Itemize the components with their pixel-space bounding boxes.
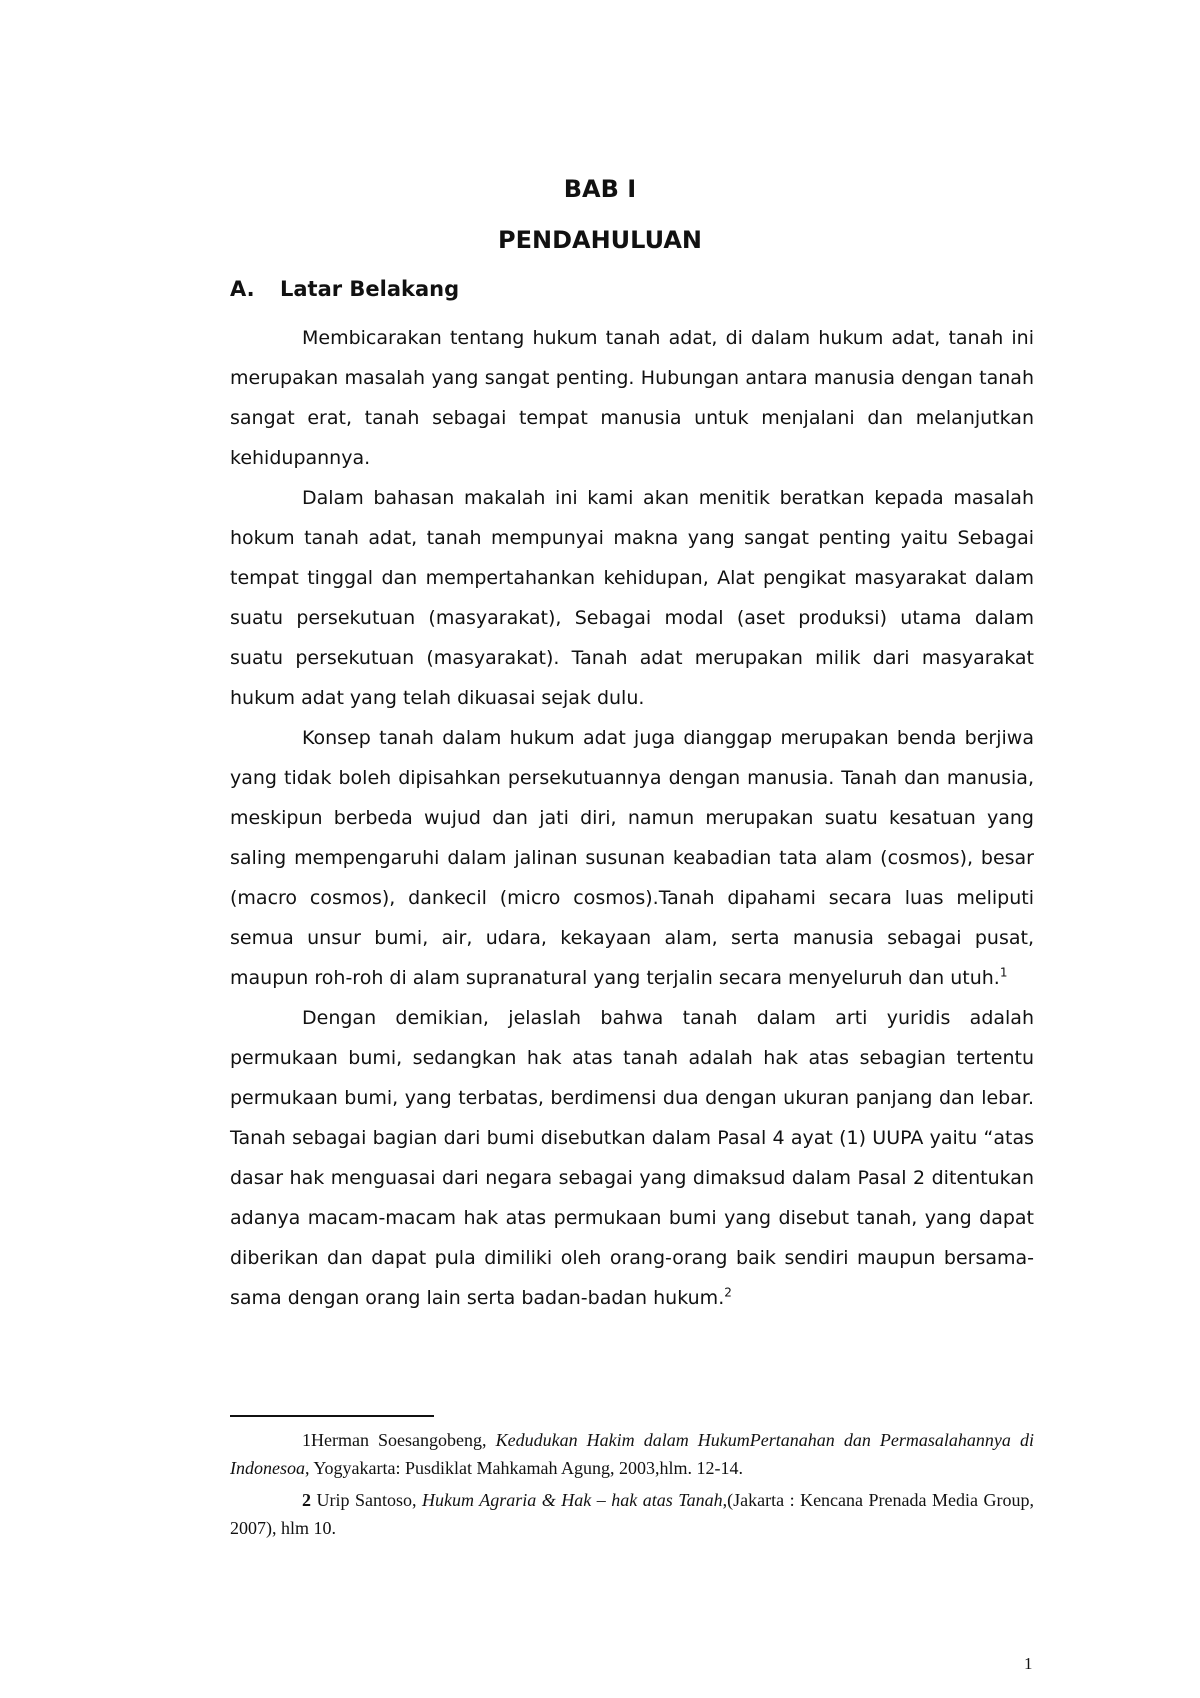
- footnote-ref[interactable]: 1: [999, 965, 1008, 980]
- paragraph: [230, 998, 1034, 1318]
- footnote-number: 1: [302, 1430, 311, 1450]
- footnote-rest: ,(Jakarta : Kencana Prenada Media Group, 2007), hlm 10.: [230, 1490, 1034, 1538]
- paragraph-text: Konsep tanah dalam hukum adat juga dianggap merupakan benda berjiwa yang tidak boleh dipisahkan persekutuannya dengan manusia. Tanah dan manusia, meskipun berbeda wujud dan jati diri, namun merupakan suatu kesatuan yang saling mempengaruhi dalam jalinan susunan keabadian tata alam (cosmos), besar (macro cosmos), dankecil (micro cosmos).Tanah dipahami secara luas meliputi semua unsur bumi, air, udara, kekayaan alam, serta manusia sebagai pusat, maupun roh-roh di alam supranatural yang terjalin secara menyeluruh dan utuh.: [230, 727, 1034, 989]
- footnote-separator: [230, 1415, 434, 1417]
- chapter-title: PENDAHULUAN: [498, 226, 702, 254]
- paragraph: [230, 718, 1034, 998]
- paragraph: Membicarakan tentang hukum tanah adat, di dalam hukum adat, tanah ini merupakan masalah yang sangat penting. Hubungan antara manusia dengan tanah sangat erat, tanah sebagai tempat manusia untuk menjalani dan melanjutkan kehidupannya.: [230, 327, 1034, 469]
- footnote-rest: , Yogyakarta: Pusdiklat Mahkamah Agung, 2003,hlm. 12-14.: [305, 1458, 743, 1478]
- page-number: 1: [1024, 1654, 1033, 1673]
- footnote-author: Urip Santoso,: [311, 1490, 417, 1510]
- section-title: Latar Belakang: [280, 277, 460, 301]
- footnote: [230, 1486, 1034, 1542]
- footnotes: [230, 1426, 1034, 1542]
- footnote-number: 2: [302, 1490, 311, 1510]
- footnote-title: Hukum Agraria & Hak – hak atas Tanah: [422, 1490, 723, 1510]
- footnote: [230, 1426, 1034, 1482]
- footnote-title: Kedudukan Hakim dalam HukumPertanahan dan Permasalahannya di Indonesoa: [230, 1430, 1034, 1478]
- body-text: [230, 318, 1034, 1318]
- chapter-number: BAB I: [563, 175, 637, 203]
- footnote-author: Herman Soesangobeng,: [311, 1430, 487, 1450]
- paragraph-text: Dengan demikian, jelaslah bahwa tanah dalam arti yuridis adalah permukaan bumi, sedangkan hak atas tanah adalah hak atas sebagian tertentu permukaan bumi, yang terbatas, berdimensi dua dengan ukuran panjang dan lebar. Tanah sebagai bagian dari bumi disebutkan dalam Pasal 4 ayat (1) UUPA yaitu “atas dasar hak menguasai dari negara sebagai yang dimaksud dalam Pasal 2 ditentukan adanya macam-macam hak atas permukaan bumi yang disebut tanah, yang dapat diberikan dan dapat pula dimiliki oleh orang-orang baik sendiri maupun bersama-sama dengan orang lain serta badan-badan hukum.: [230, 1007, 1034, 1309]
- section-heading: [230, 277, 459, 301]
- footnote-ref[interactable]: 2: [724, 1285, 732, 1300]
- paragraph: Dalam bahasan makalah ini kami akan menitik beratkan kepada masalah hokum tanah adat, tanah mempunyai makna yang sangat penting yaitu Sebagai tempat tinggal dan mempertahankan kehidupan, Alat pengikat masyarakat dalam suatu persekutuan (masyarakat), Sebagai modal (aset produksi) utama dalam suatu persekutuan (masyarakat). Tanah adat merupakan milik dari masyarakat hukum adat yang telah dikuasai sejak dulu.: [230, 487, 1034, 709]
- section-letter: A.: [230, 277, 255, 301]
